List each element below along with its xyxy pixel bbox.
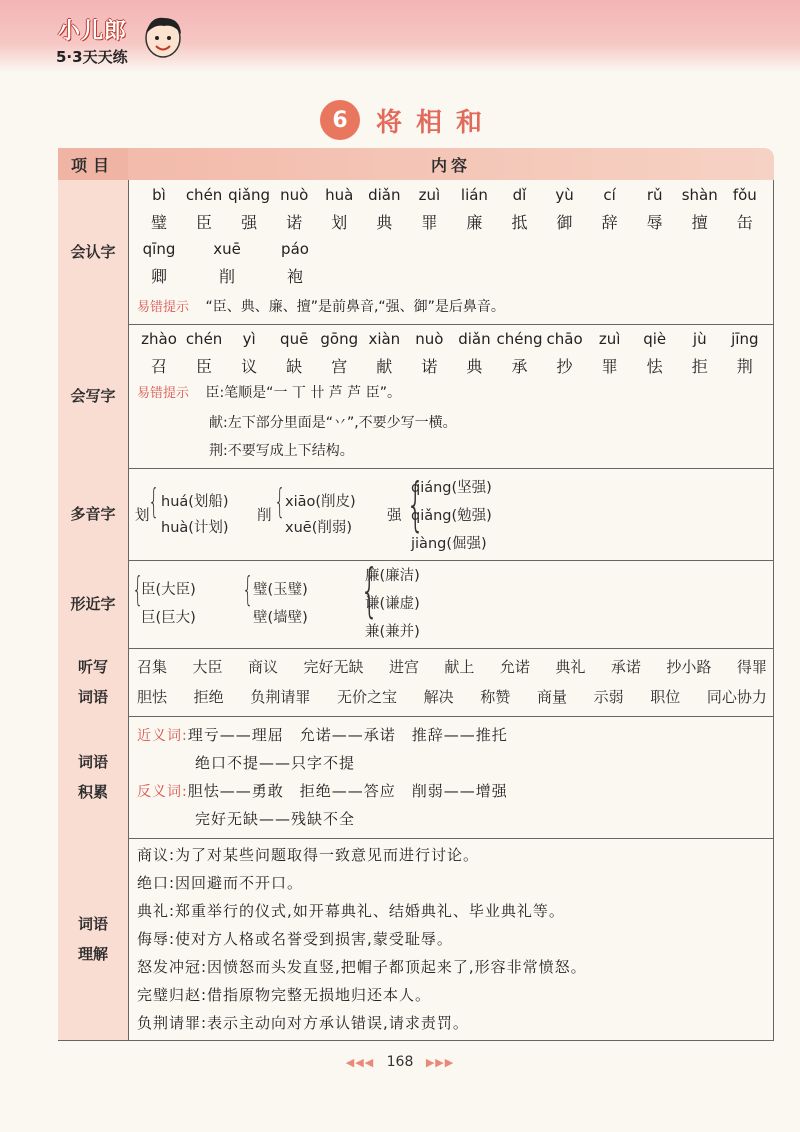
antonym-line	[137, 780, 508, 801]
hanzi: 廉	[466, 213, 483, 232]
pinyin: lián	[460, 186, 488, 204]
hanzi: 拒	[691, 357, 708, 376]
reading: qiáng(坚强)	[411, 480, 492, 496]
antonym-tag: 反义词:	[137, 784, 188, 800]
dictation-word: 拒绝	[193, 688, 224, 706]
hanzi: 擅	[691, 213, 708, 232]
brace-icon: {	[242, 570, 254, 610]
dictation-word: 抄小路	[666, 658, 712, 676]
label-line: 理解	[77, 945, 108, 963]
dictation-word: 进宫	[388, 658, 419, 676]
pinyin-cell	[227, 186, 271, 233]
synonym-line	[137, 724, 508, 745]
lesson-number: 6	[320, 100, 360, 140]
row-similar	[58, 556, 774, 649]
hint-tag: 易错提示	[137, 386, 190, 401]
pinyin-cell	[362, 186, 406, 233]
polyphone-char: 划	[135, 508, 150, 524]
pinyin: jīng	[731, 330, 759, 348]
row-body	[129, 648, 774, 716]
row-body	[129, 716, 774, 838]
similar-char: 壁(墙壁)	[253, 610, 308, 626]
pinyin: xiàn	[368, 330, 401, 348]
synonym-text: 理亏——理屈 允诺——承诺 推辞——推托	[187, 726, 508, 744]
pinyin-cell	[182, 330, 226, 377]
hanzi: 御	[556, 213, 573, 232]
pinyin-line	[137, 240, 341, 287]
row-understanding	[58, 838, 774, 1041]
pinyin: chāo	[546, 330, 583, 348]
pinyin-cell	[272, 186, 316, 233]
synonym-tag: 近义词:	[137, 728, 188, 744]
pinyin-line	[137, 186, 767, 233]
brace-icon: {	[406, 470, 425, 538]
hint-text: 臣:笔顺是“一 丅 卄 芦 芦 臣”。	[205, 385, 401, 401]
dictation-word: 称赞	[480, 688, 511, 706]
pinyin: gōng	[320, 330, 359, 348]
brace-icon: {	[360, 556, 379, 624]
hanzi: 荆	[736, 357, 753, 376]
hint-text: 献:左下部分里面是“丷”,不要少写一横。	[209, 415, 457, 431]
hanzi: 璧	[150, 213, 167, 232]
pinyin: rǔ	[646, 186, 663, 204]
label-line: 积累	[77, 783, 108, 801]
pinyin-cell	[498, 186, 542, 233]
pinyin-cell	[407, 186, 451, 233]
page-footer	[0, 1054, 800, 1070]
hanzi: 诺	[286, 213, 303, 232]
similar-char: 廉(廉洁)	[365, 568, 420, 584]
pinyin-cell	[317, 186, 361, 233]
row-label: 会写字	[58, 324, 129, 468]
pinyin-cell	[182, 186, 226, 233]
hanzi: 抵	[511, 213, 528, 232]
pinyin: qiè	[643, 330, 667, 348]
pinyin: xuē	[213, 240, 241, 258]
label-line: 词语	[77, 688, 108, 706]
dictation-word: 召集	[137, 658, 168, 676]
pinyin-cell	[678, 330, 722, 377]
reading: huá(划船)	[161, 494, 229, 510]
header-content: 内容	[430, 155, 471, 175]
dictation-word: 负荆请罪	[250, 688, 311, 706]
pinyin: quē	[280, 330, 309, 348]
row-body	[129, 838, 774, 1040]
brand-logo	[52, 10, 202, 70]
pinyin-cell	[362, 330, 406, 377]
pinyin: chén	[185, 330, 223, 348]
pinyin-cell	[633, 186, 677, 233]
pinyin: dǐ	[512, 186, 527, 204]
pinyin: nuò	[415, 330, 444, 348]
hanzi: 召	[150, 357, 167, 376]
logo-title: 小儿郎	[58, 19, 128, 44]
hanzi: 罪	[601, 357, 618, 376]
pinyin: yù	[555, 186, 574, 204]
reading: huà(计划)	[161, 520, 229, 536]
right-arrows-icon: ▶▶▶	[425, 1056, 455, 1069]
reading: jiàng(倔强)	[411, 536, 487, 552]
row-label: 会认字	[58, 180, 129, 324]
pinyin: qīng	[142, 240, 176, 258]
hint-tag: 易错提示	[137, 300, 190, 315]
pinyin: jù	[692, 330, 707, 348]
row-body	[129, 180, 774, 324]
dictation-word: 商量	[536, 688, 567, 706]
reading: xiāo(削皮)	[285, 494, 356, 510]
dictation-word: 商议	[247, 658, 278, 676]
row-label: 形近字	[58, 560, 129, 648]
antonym-text: 胆怯——勇敢 拒绝——答应 削弱——增强	[187, 782, 508, 800]
hanzi: 典	[376, 213, 393, 232]
definition-line: 完璧归赵:借指原物完整无损地归还本人。	[137, 986, 432, 1004]
pinyin-cell	[498, 330, 542, 377]
dictation-word: 大臣	[192, 658, 223, 676]
definition-line: 怒发冲冠:因愤怒而头发直竖,把帽子都顶起来了,形容非常愤怒。	[137, 958, 587, 976]
boy-mascot-icon	[140, 12, 186, 66]
pinyin-cell	[543, 186, 587, 233]
row-body	[129, 556, 774, 648]
logo-subtitle: 5·3天天练	[56, 48, 128, 66]
pinyin: qiǎng	[228, 186, 271, 204]
pinyin-cell	[273, 240, 317, 287]
pinyin: fǒu	[732, 186, 757, 204]
definition-line: 典礼:郑重举行的仪式,如开幕典礼、结婚典礼、毕业典礼等。	[137, 902, 565, 920]
hanzi: 宫	[331, 357, 348, 376]
pinyin: chéng	[496, 330, 543, 348]
pinyin: zuì	[598, 330, 621, 348]
pinyin: cí	[603, 186, 616, 204]
dictation-word: 无价之宝	[336, 688, 397, 706]
pinyin: huà	[325, 186, 354, 204]
row-polyphone	[58, 468, 774, 561]
row-label	[58, 838, 129, 1040]
dictation-word: 献上	[444, 658, 475, 676]
polyphone-char: 削	[257, 508, 272, 524]
hanzi: 袍	[286, 267, 303, 286]
hanzi: 臣	[196, 213, 213, 232]
left-arrows-icon: ◀◀◀	[345, 1056, 375, 1069]
hanzi: 罪	[421, 213, 438, 232]
brace-icon: {	[274, 482, 286, 522]
brace-icon: {	[148, 482, 160, 522]
antonym-text: 完好无缺——残缺不全	[195, 810, 356, 828]
pinyin: bì	[152, 186, 166, 204]
similar-char: 臣(大臣)	[141, 582, 196, 598]
row-label: 多音字	[58, 468, 129, 560]
dictation-word: 同心协力	[706, 688, 767, 706]
hanzi: 缺	[286, 357, 303, 376]
row-write	[58, 324, 774, 469]
row-accumulation	[58, 716, 774, 839]
synonym-text: 绝口不提——只字不提	[195, 754, 356, 772]
page-number: 168	[386, 1054, 414, 1070]
label-line: 词语	[77, 915, 108, 933]
pinyin: chén	[185, 186, 223, 204]
pinyin-cell	[543, 330, 587, 377]
hanzi: 承	[511, 357, 528, 376]
label-line: 听写	[77, 658, 108, 676]
hanzi: 怯	[646, 357, 663, 376]
dictation-word: 示弱	[593, 688, 624, 706]
hanzi: 典	[466, 357, 483, 376]
similar-char: 兼(兼并)	[365, 624, 420, 640]
lesson-name: 将相和	[376, 107, 497, 138]
hint-line	[137, 382, 401, 402]
row-recognize	[58, 180, 774, 325]
pinyin: yì	[242, 330, 256, 348]
similar-char: 谦(谦虚)	[365, 596, 420, 612]
dictation-word: 得罪	[736, 658, 767, 676]
row-dictation	[58, 648, 774, 717]
pinyin-cell	[588, 186, 632, 233]
study-table	[58, 148, 774, 1043]
word-line	[137, 656, 767, 677]
dictation-word: 承诺	[610, 658, 641, 676]
pinyin-cell	[452, 186, 496, 233]
pinyin: páo	[281, 240, 309, 258]
pinyin-cell	[407, 330, 451, 377]
pinyin: zuì	[418, 186, 441, 204]
dictation-word: 职位	[650, 688, 681, 706]
brace-icon: {	[132, 570, 144, 610]
pinyin: nuò	[280, 186, 309, 204]
pinyin-cell	[137, 330, 181, 377]
dictation-word: 完好无缺	[303, 658, 364, 676]
pinyin-cell	[588, 330, 632, 377]
hanzi: 议	[241, 357, 258, 376]
reading: xuē(削弱)	[285, 520, 353, 536]
table-header	[58, 148, 774, 180]
hanzi: 献	[376, 357, 393, 376]
pinyin-cell	[723, 330, 767, 377]
pinyin-cell	[678, 186, 722, 233]
hanzi: 诺	[421, 357, 438, 376]
pinyin-cell	[137, 240, 181, 287]
hint-text: “臣、典、廉、擅”是前鼻音,“强、御”是后鼻音。	[205, 299, 505, 315]
definition-line: 侮辱:使对方人格或名誉受到损害,蒙受耻辱。	[137, 930, 453, 948]
hanzi: 辱	[646, 213, 663, 232]
hanzi: 抄	[556, 357, 573, 376]
pinyin-cell	[205, 240, 249, 287]
hint-text: 荆:不要写成上下结构。	[209, 443, 354, 459]
pinyin-cell	[272, 330, 316, 377]
similar-char: 璧(玉璧)	[253, 582, 308, 598]
lesson-title	[320, 100, 496, 140]
polyphone-char: 强	[387, 508, 402, 524]
reading: qiǎng(勉强)	[411, 508, 492, 524]
hanzi: 削	[218, 267, 235, 286]
hanzi: 划	[331, 213, 348, 232]
row-body	[129, 468, 774, 560]
definition-line: 绝口:因回避而不开口。	[137, 874, 304, 892]
pinyin-cell	[633, 330, 677, 377]
header-item: 项目	[58, 148, 128, 180]
word-line	[137, 686, 767, 707]
label-line: 词语	[77, 753, 108, 771]
definition-line: 商议:为了对某些问题取得一致意见而进行讨论。	[137, 846, 480, 864]
row-label	[58, 716, 129, 838]
dictation-word: 允诺	[499, 658, 530, 676]
pinyin: diǎn	[368, 186, 401, 204]
hanzi: 缶	[736, 213, 753, 232]
pinyin-cell	[452, 330, 496, 377]
dictation-word: 解决	[423, 688, 454, 706]
hanzi: 臣	[196, 357, 213, 376]
pinyin-line	[137, 330, 767, 377]
row-label	[58, 648, 129, 716]
hanzi: 卿	[150, 267, 167, 286]
definition-line: 负荆请罪:表示主动向对方承认错误,请求责罚。	[137, 1014, 469, 1032]
dictation-word: 典礼	[555, 658, 586, 676]
pinyin-cell	[137, 186, 181, 233]
pinyin: shàn	[681, 186, 718, 204]
pinyin-cell	[227, 330, 271, 377]
hanzi: 强	[241, 213, 258, 232]
pinyin-cell	[317, 330, 361, 377]
row-body	[129, 324, 774, 468]
hanzi: 辞	[601, 213, 618, 232]
similar-char: 巨(巨大)	[141, 610, 196, 626]
hint-line	[137, 296, 505, 316]
pinyin: zhào	[141, 330, 177, 348]
dictation-word: 胆怯	[137, 688, 168, 706]
pinyin-cell	[723, 186, 767, 233]
pinyin: diǎn	[458, 330, 491, 348]
